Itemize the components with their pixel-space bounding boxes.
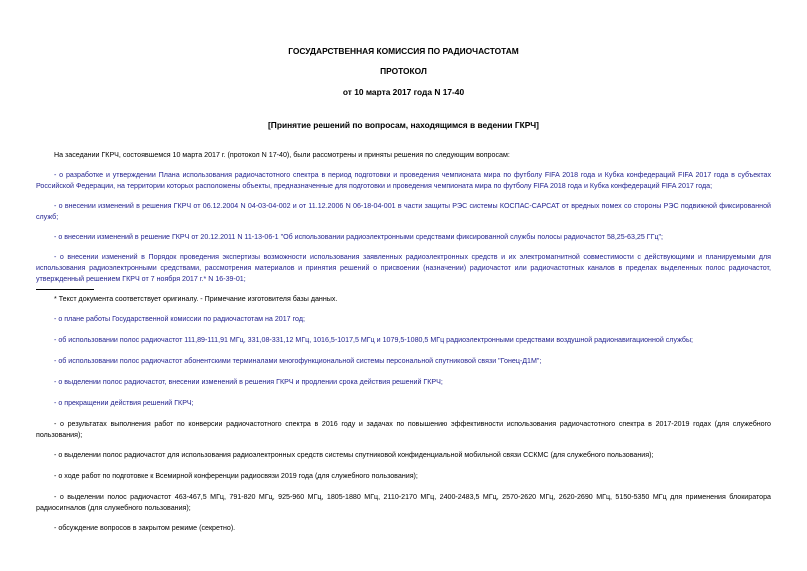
item-sskms: - о выделении полос радиочастот для использования радиоэлектронных средств системы спутниковой конфиденциальной мобильной связи ССКМС (для служебного пользования); [54, 451, 654, 459]
item-kospas-sarsat[interactable] [36, 201, 771, 223]
item-link[interactable]: - об использовании полос радиочастот абонентскими терминалами многофункциональной системы персональной спутниковой связи "Гонец-Д1М"; [54, 357, 542, 365]
item-link[interactable]: - о прекращении действия решений ГКРЧ; [54, 399, 194, 407]
item-link[interactable]: - о внесении изменений в решения ГКРЧ от 06.12.2004 N 04-03-04-002 и от 11.12.2006 N 06-18-04-001 в части защиты РЭС системы КОСПАС-САРСАТ от вредных помех со стороны РЭС подвижной фиксированной служб; [36, 202, 771, 221]
item-gonets[interactable] [36, 356, 771, 367]
footnote: * Текст документа соответствует оригиналу. - Примечание изготовителя базы данных. [54, 295, 338, 303]
item-link[interactable]: - о внесении изменений в решение ГКРЧ от 20.12.2011 N 11-13-06-1 "Об использовании радиоэлектронными средствами фиксированной службы полосы радиочастот 58,25-63,25 ГГц"; [54, 233, 664, 241]
doc-subject: [Принятие решений по вопросам, находящимся в ведении ГКРЧ] [268, 120, 539, 130]
item-conversion-results: - о результатах выполнения работ по конверсии радиочастотного спектра в 2016 году и задачах по повышению эффективности использования радиочастотного спектра в 2017-2019 годах (для служебного пользования); [36, 420, 771, 439]
intro-paragraph: На заседании ГКРЧ, состоявшемся 10 марта 2017 г. (протокол N 17-40), были рассмотрены и приняты решения по следующим вопросам: [54, 151, 510, 159]
item-expertise-order[interactable] [36, 252, 771, 285]
footnote-separator [36, 289, 94, 290]
item-wrc-2019: - о ходе работ по подготовке к Всемирной конференции радиосвязи 2019 года (для служебного пользования); [54, 472, 418, 480]
item-link[interactable]: - о внесении изменений в Порядок проведения экспертизы возможности использования заявленных радиоэлектронных средств и их электромагнитной совместимости с действующими и планируемыми для использования радиоэлектронными средствами, рассмотрения материалов и принятия решений о присвоении (назначении) радиочастот или радиочастотных каналов в пределах выделенных полос радиочастот, утвержденный решением ГКРЧ от 7 ноября 2017 г.* N 16-39-01; [36, 253, 771, 283]
item-fifa-plan[interactable] [36, 170, 771, 192]
item-link[interactable]: - об использовании полос радиочастот 111,89-111,91 МГц, 331,08-331,12 МГц, 1016,5-1017,5 МГц и 1079,5-1080,5 МГц радиоэлектронными средствами воздушной радионавигационной службы; [54, 336, 694, 344]
item-link[interactable]: - о плане работы Государственной комиссии по радиочастотам на 2017 год; [54, 315, 305, 323]
item-air-navigation[interactable] [36, 335, 771, 346]
item-link[interactable]: - о разработке и утверждении Плана использования радиочастотного спектра в период подготовки и проведения чемпионата мира по футболу FIFA 2018 года и Кубка конфедераций FIFA 2017 года в субъектах Российской Федерации, на территории которых расположены объекты, предназначенные для подготовки и проведения чемпионата мира по футболу FIFA 2018 года и Кубка конфедераций FIFA 2017 года; [36, 171, 771, 190]
item-closed-session: - обсуждение вопросов в закрытом режиме (секретно). [54, 524, 236, 532]
doc-type: ПРОТОКОЛ [380, 66, 427, 76]
item-58-63ghz[interactable] [36, 232, 771, 243]
item-termination[interactable] [36, 398, 771, 409]
item-link[interactable]: - о выделении полос радиочастот, внесении изменений в решения ГКРЧ и продлении срока действия решений ГКРЧ; [54, 378, 443, 386]
item-allocation[interactable] [36, 377, 771, 388]
doc-date-number: от 10 марта 2017 года N 17-40 [342, 87, 465, 97]
item-jammer: - о выделении полос радиочастот 463-467,5 МГц, 791-820 МГц, 925-960 МГц, 1805-1880 МГц, 2110-2170 МГц, 2400-2483,5 МГц, 2570-2620 МГц, 2620-2690 МГц, 5150-5350 МГц для применения блокиратора радиосигналов (для служебного пользования); [36, 493, 771, 512]
item-work-plan[interactable] [36, 314, 771, 325]
org-title: ГОСУДАРСТВЕННАЯ КОМИССИЯ ПО РАДИОЧАСТОТАМ [288, 46, 519, 56]
